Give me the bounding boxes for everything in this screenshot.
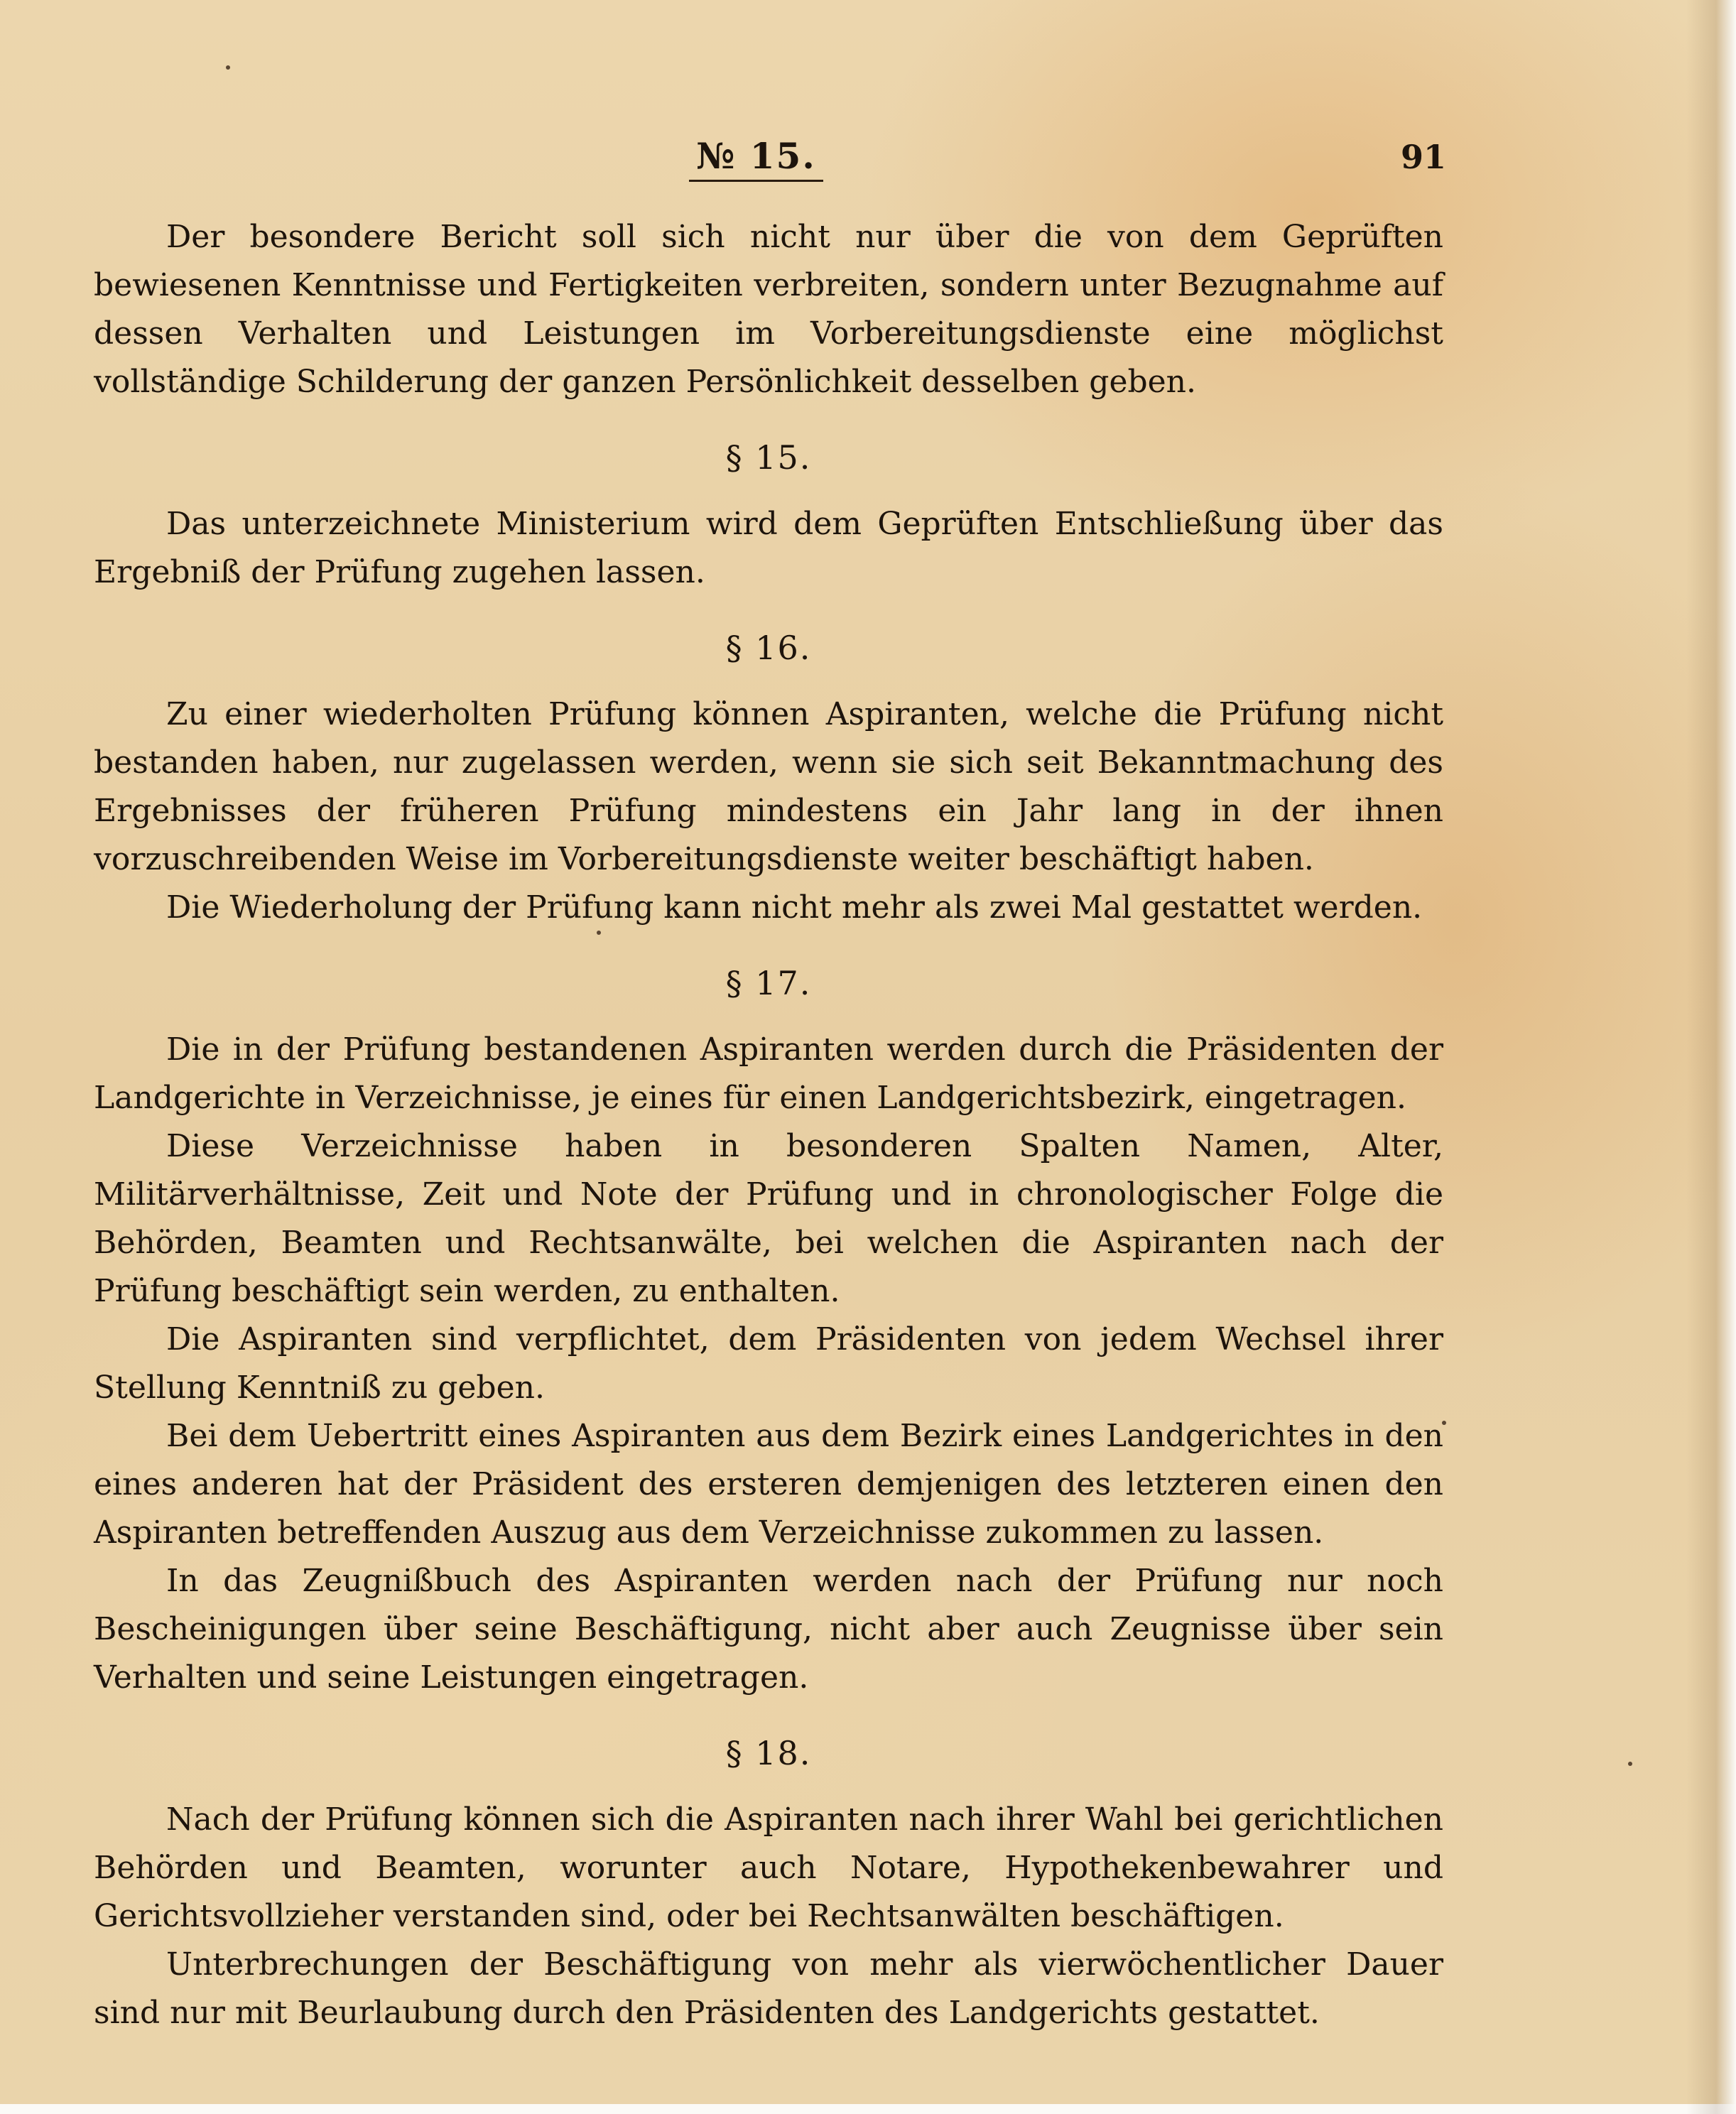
issue-number: № 15. bbox=[689, 135, 823, 182]
paragraph: Die Aspiranten sind verpflichtet, dem Präsidenten von jedem Wechsel ihrer Stellung Kenntniß zu geben. bbox=[94, 1321, 1443, 1406]
paragraph: Unterbrechungen der Beschäftigung von mehr als vierwöchentlicher Dauer sind nur mit Beurlaubung durch den Präsidenten des Landgerichts gestattet. bbox=[94, 1946, 1443, 2031]
document-body bbox=[94, 213, 1443, 2037]
section-heading-15: § 15. bbox=[725, 438, 812, 477]
paragraph: Die Wiederholung der Prüfung kann nicht mehr als zwei Mal gestattet werden. bbox=[166, 889, 1423, 926]
page-number: 91 bbox=[1401, 138, 1447, 176]
paragraph: Nach der Prüfung können sich die Aspiranten nach ihrer Wahl bei gerichtlichen Behörden und Beamten, worunter auch Notare, Hypothekenbewahrer und Gerichtsvollzieher verstanden sind, oder bei Rechtsanwälten beschäftigen. bbox=[94, 1801, 1443, 1934]
paragraph: Zu einer wiederholten Prüfung können Aspiranten, welche die Prüfung nicht bestanden haben, nur zugelassen werden, wenn sie sich seit Bekanntmachung des Ergebnisses der früheren Prüfung mindestens ein Jahr lang in der ihnen vorzuschreibenden Weise im Vorbereitungsdienste weiter beschäftigt haben. bbox=[94, 696, 1443, 877]
paragraph: Diese Verzeichnisse haben in besonderen Spalten Namen, Alter, Militärverhältnisse, Zeit und Note der Prüfung und in chronologischer Folge die Behörden, Beamten und Rechtsanwälte, bei welchen die Aspiranten nach der Prüfung beschäftigt sein werden, zu enthalten. bbox=[94, 1128, 1443, 1309]
section-heading-17: § 17. bbox=[725, 964, 812, 1002]
ink-speck bbox=[226, 65, 230, 70]
ink-speck bbox=[1628, 1762, 1632, 1766]
page-header bbox=[0, 128, 1736, 185]
paragraph: Die in der Prüfung bestandenen Aspiranten werden durch die Präsidenten der Landgerichte in Verzeichnisse, je eines für einen Landgerichtsbezirk, eingetragen. bbox=[94, 1031, 1443, 1116]
section-heading-18: § 18. bbox=[725, 1734, 812, 1772]
paragraph: Das unterzeichnete Ministerium wird dem Geprüften Entschließung über das Ergebniß der Prüfung zugehen lassen. bbox=[94, 506, 1443, 590]
section-heading-16: § 16. bbox=[725, 629, 812, 667]
paragraph: In das Zeugnißbuch des Aspiranten werden nach der Prüfung nur noch Bescheinigungen über seine Beschäftigung, nicht aber auch Zeugnisse über sein Verhalten und seine Leistungen eingetragen. bbox=[94, 1563, 1443, 1696]
intro-paragraph: Der besondere Bericht soll sich nicht nur über die von dem Geprüften bewiesenen Kenntnisse und Fertigkeiten verbreiten, sondern unter Bezugnahme auf dessen Verhalten und Leistungen im Vorbereitungsdienste eine möglichst vollständige Schilderung der ganzen Persönlichkeit desselben geben. bbox=[94, 219, 1443, 400]
page-edge bbox=[0, 2104, 1736, 2114]
paragraph: Bei dem Uebertritt eines Aspiranten aus dem Bezirk eines Landgerichtes in den eines anderen hat der Präsident des ersteren demjenigen des letzteren einen den Aspiranten betreffenden Auszug aus dem Verzeichnisse zukommen zu lassen. bbox=[94, 1418, 1443, 1551]
